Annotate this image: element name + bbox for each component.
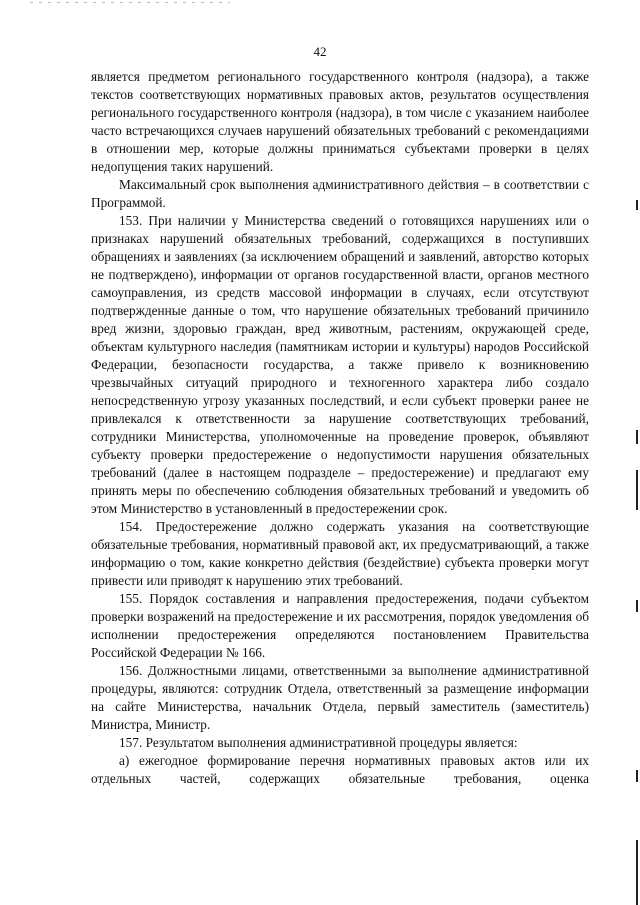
paragraph: 155. Порядок составления и направления предостережения, подачи субъектом проверки возражений на предостережение и их рассмотрения, порядок уведомления об исполнении предостережения определяются постановлением Правительства Российской Федерации № 166. bbox=[91, 591, 589, 660]
scan-artifact bbox=[30, 2, 230, 3]
paragraph: 154. Предостережение должно содержать указания на соответствующие обязательные требования, нормативный правовой акт, их предусматривающий, а также информацию о том, какие конкретно действия (бездействие) субъекта проверки могут привести или приводят к нарушению этих требований. bbox=[91, 519, 589, 588]
scan-artifact bbox=[636, 600, 638, 612]
paragraph: а) ежегодное формирование перечня нормативных правовых актов или их отдельных частей, содержащих обязательные требования, оценка bbox=[91, 753, 589, 786]
paragraph: 153. При наличии у Министерства сведений о готовящихся нарушениях или о признаках нарушений обязательных требований, содержащихся в поступивших обращениях и заявлениях (за исключением обращений и заявлений, авторство которых не подтверждено), информации от органов государственной власти, органов местного самоуправления, из средств массовой информации в случаях, если отсутствуют подтвержденные данные о том, что нарушение обязательных требований причинило вред жизни, здоровью граждан, вред животным, растениям, окружающей среде, объектам культурного наследия (памятникам истории и культуры) народов Российской Федерации, безопасности государства, а также привело к возникновению чрезвычайных ситуаций природного и техногенного характера либо создало непосредственную угрозу указанных последствий, и если субъект проверки ранее не привлекался к ответственности за нарушение соответствующих требований, сотрудники Министерства, уполномоченные на проведение проверок, объявляют субъекту проверки предостережение о недопустимости нарушения обязательных требований (далее в настоящем подразделе – предостережение) и предлагают ему принять меры по обеспечению соблюдения обязательных требований и уведомить об этом Министерство в установленный в предостережении срок. bbox=[91, 213, 589, 516]
document-body bbox=[91, 68, 589, 788]
paragraph: 156. Должностными лицами, ответственными за выполнение административной процедуры, являются: сотрудник Отдела, ответственный за размещение информации на сайте Министерства, начальник Отдела, первый заместитель (заместитель) Министра, Министр. bbox=[91, 663, 589, 732]
paragraph: является предметом регионального государственного контроля (надзора), а также текстов соответствующих нормативных правовых актов, результатов осуществления регионального государственного контроля (надзора), в том числе с указанием наиболее часто встречающихся случаев нарушений обязательных требований с рекомендациями в отношении мер, которые должны приниматься субъектами проверки в целях недопущения таких нарушений. bbox=[91, 69, 589, 174]
scan-artifact bbox=[636, 200, 638, 210]
scan-artifact bbox=[636, 840, 638, 905]
scan-artifact bbox=[636, 470, 638, 510]
paragraph: 157. Результатом выполнения административной процедуры является: bbox=[119, 735, 518, 750]
paragraph: Максимальный срок выполнения административного действия – в соответствии с Программой. bbox=[91, 177, 589, 210]
page-number: 42 bbox=[313, 44, 327, 59]
scan-artifact bbox=[636, 770, 638, 782]
scan-artifact bbox=[636, 430, 638, 444]
